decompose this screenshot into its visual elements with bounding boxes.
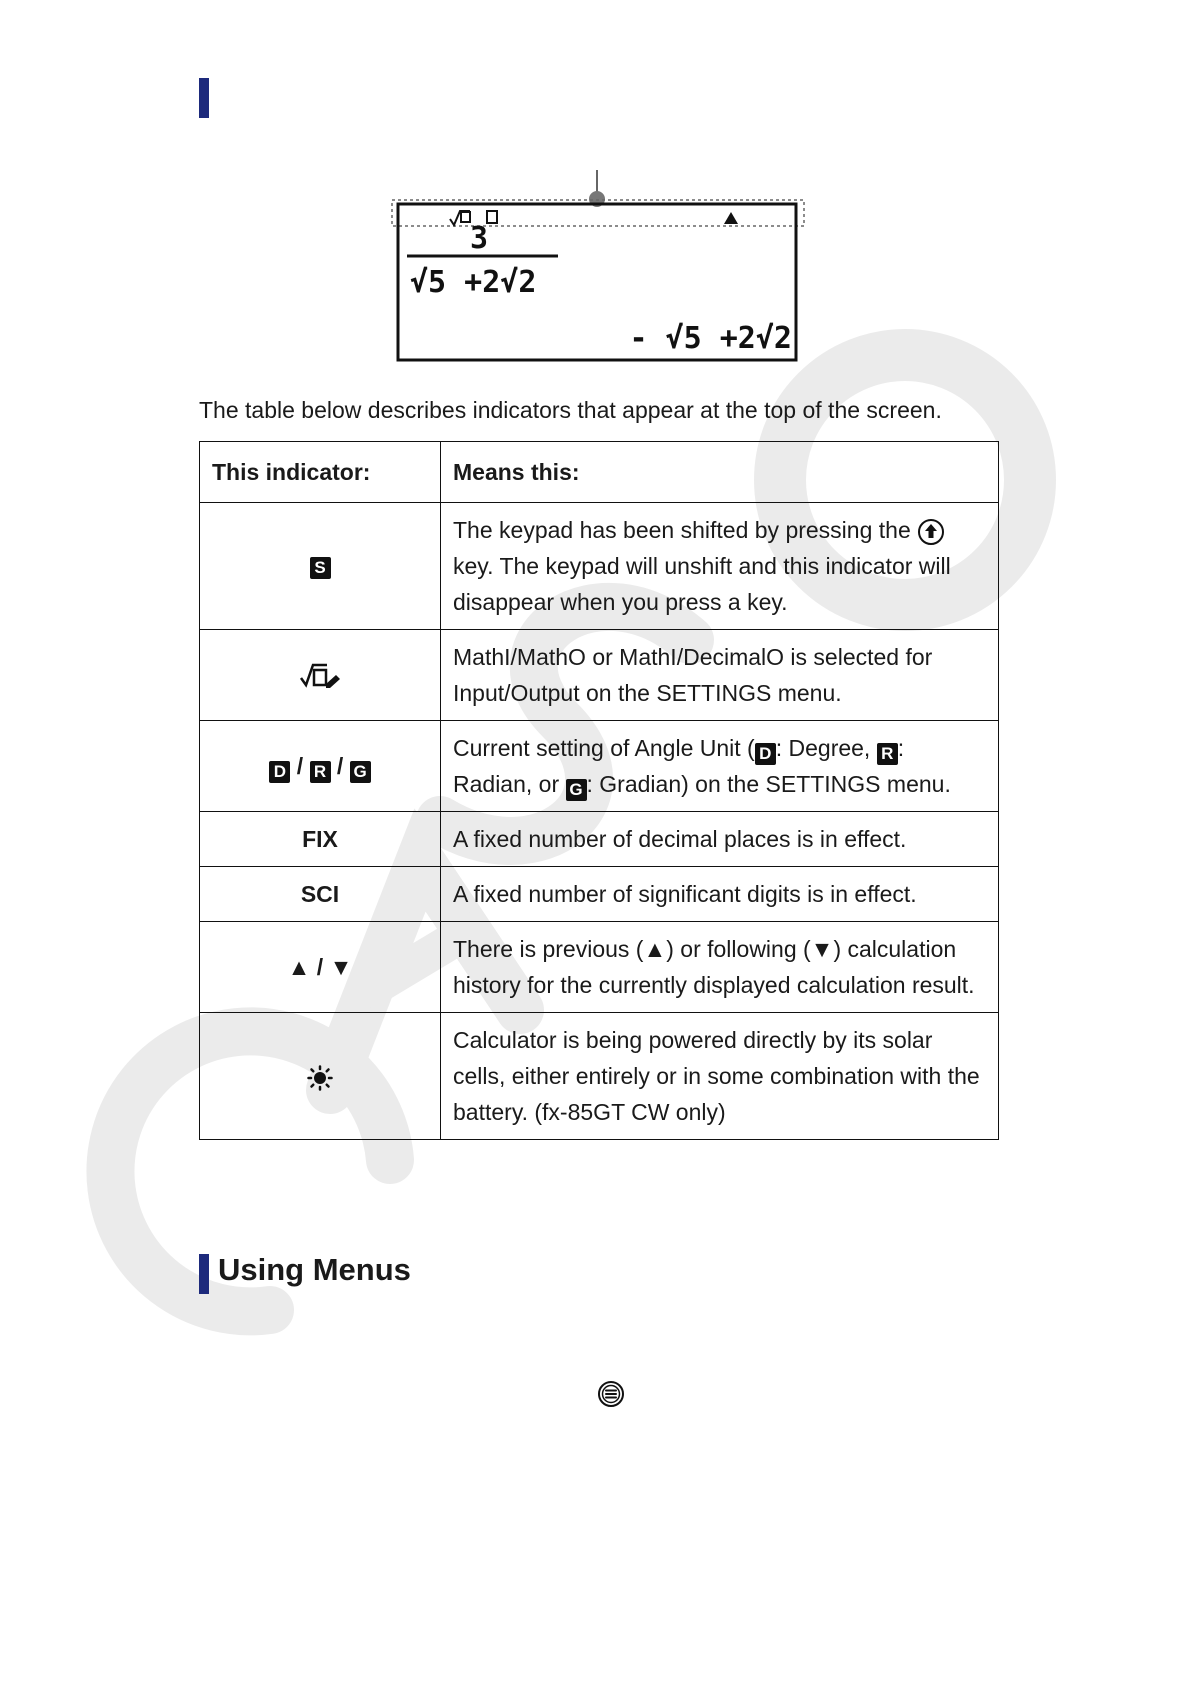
shift-indicator-icon: S <box>310 557 331 579</box>
table-row <box>200 812 999 867</box>
down-arrow-icon: ▼ <box>810 936 834 962</box>
up-arrow-icon: ▲ <box>287 954 311 980</box>
gradian-indicator-icon: G <box>566 779 587 801</box>
description-cell: MathI/MathO or MathI/DecimalO is selected for Input/Output on the SETTINGS menu. <box>441 630 999 721</box>
description-cell: A fixed number of decimal places is in effect. <box>441 812 999 867</box>
indicator-cell: D / R / G <box>200 721 441 812</box>
description-cell: Current setting of Angle Unit ( D : Degree, R : Radian, or G : Gradian) on the SETTINGS menu. <box>441 721 999 812</box>
header-indicator: This indicator: <box>200 442 441 503</box>
radian-indicator-icon: R <box>310 761 331 783</box>
lcd-numerator: 3 <box>470 221 489 256</box>
indicator-cell: ▲ / ▼ <box>200 922 441 1013</box>
table-row <box>200 867 999 922</box>
indicator-cell <box>200 503 441 630</box>
lcd-result: - √5 +2√2 <box>629 321 792 356</box>
mathio-indicator-icon <box>299 662 341 692</box>
lcd-denominator: √5 +2√2 <box>410 265 537 300</box>
down-arrow-icon: ▼ <box>329 954 353 980</box>
gradian-indicator-icon: G <box>350 761 371 783</box>
table-row <box>200 721 999 812</box>
table-header-row <box>200 442 999 503</box>
description-cell: There is previous (▲) or following (▼) calculation history for the currently displayed calculation result. <box>441 922 999 1013</box>
indicator-cell: SCI <box>200 867 441 922</box>
description-cell: The keypad has been shifted by pressing the key. The keypad will unshift and this indicator will disappear when you press a key. <box>441 503 999 630</box>
indicator-cell: FIX <box>200 812 441 867</box>
section-title: Using Menus <box>218 1252 411 1287</box>
up-arrow-icon: ▲ <box>643 936 667 962</box>
lcd-up-arrow-icon <box>724 212 738 224</box>
intro-text: The table below describes indicators that appear at the top of the screen. <box>199 397 942 423</box>
description-cell: Calculator is being powered directly by its solar cells, either entirely or in some combination with the battery. (fx-85GT CW only) <box>441 1013 999 1140</box>
shift-key-icon <box>917 518 945 546</box>
radian-indicator-icon: R <box>877 743 898 765</box>
solar-indicator-icon <box>307 1065 333 1091</box>
header-meaning: Means this: <box>441 442 999 503</box>
section-marker <box>199 1254 209 1294</box>
indicator-cell <box>200 1013 441 1140</box>
menu-key-icon <box>597 1380 625 1408</box>
section-marker <box>199 78 209 118</box>
degree-indicator-icon: D <box>269 761 290 783</box>
table-row <box>200 630 999 721</box>
table-row <box>200 503 999 630</box>
indicator-table <box>199 441 999 1140</box>
table-row <box>200 1013 999 1140</box>
description-cell: A fixed number of significant digits is in effect. <box>441 867 999 922</box>
table-row <box>200 922 999 1013</box>
degree-indicator-icon: D <box>755 743 776 765</box>
lcd-screen-illustration <box>388 168 808 368</box>
indicator-cell <box>200 630 441 721</box>
